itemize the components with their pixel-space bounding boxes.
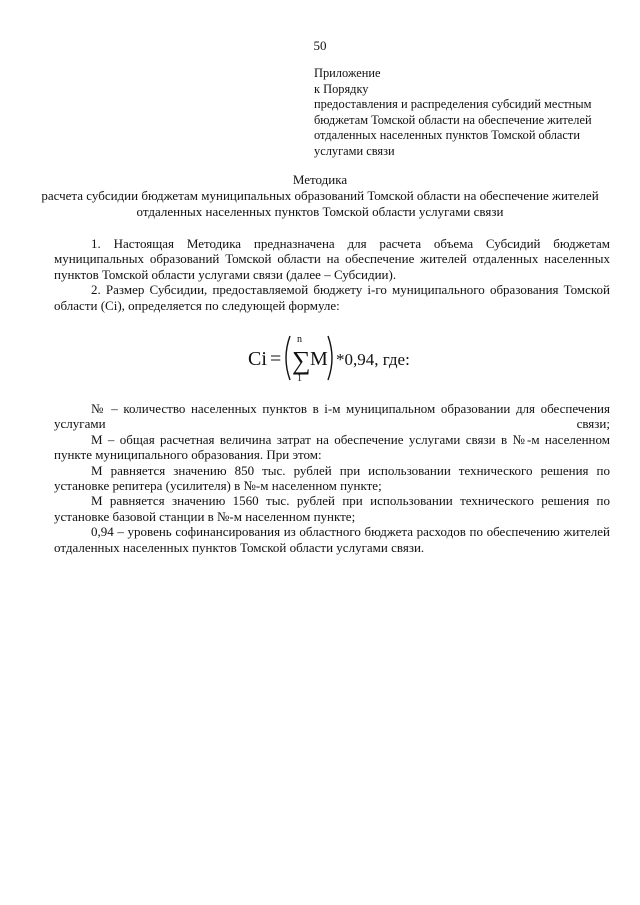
appendix-line: отдаленных населенных пунктов Томской области: [314, 128, 580, 143]
sigma-symbol: ∑: [292, 346, 311, 375]
definitions: [54, 401, 610, 555]
formula-lhs: Ci: [248, 348, 267, 370]
definition-cofinancing: 0,94 – уровень софинансирования из областного бюджета расходов по обеспечению жителей отдаленных населенных пунктов Томской области услугами связи.: [54, 524, 610, 555]
body-paragraphs: [54, 236, 610, 313]
sum-upper-limit: n: [297, 334, 302, 345]
definition-base-station: М равняется значению 1560 тыс. рублей при использовании технического решения по установке базовой станции в №-м населенном пункте;: [54, 493, 610, 524]
definition-cost: М – общая расчетная величина затрат на обеспечение услугами связи в №-м населенном пункте муниципального образования. При этом:: [54, 431, 610, 463]
sum-lower-limit: 1: [297, 373, 302, 384]
left-paren: [286, 336, 290, 380]
definition-count: № – количество населенных пунктов в i-м муниципальном образовании для обеспечения услугами связи;: [54, 401, 610, 432]
subsidy-formula: [248, 332, 448, 384]
appendix-header: [314, 66, 614, 160]
definition-repeater: М равняется значению 850 тыс. рублей при использовании технического решения по установке репитера (усилителя) в №-м населенном пункте;: [54, 462, 610, 494]
methodology-title: Методика: [292, 172, 348, 187]
sum-variable: M: [310, 348, 328, 370]
appendix-line: услугами связи: [314, 143, 395, 158]
appendix-line: бюджетам Томской области на обеспечение жителей: [314, 112, 592, 127]
appendix-line: к Порядку: [314, 81, 369, 96]
methodology-subtitle: расчета субсидии бюджетам муниципальных образований Томской области на обеспечение жителей отдаленных населенных пунктов Томской области услугами связи: [41, 188, 599, 219]
paragraph-2: 2. Размер Субсидии, предоставляемой бюджету i-го муниципального образования Томской области (Ci), определяется по следующей формуле:: [54, 282, 610, 313]
right-paren: [328, 336, 332, 380]
paragraph-1: 1. Настоящая Методика предназначена для расчета объема Субсидий бюджетам муниципальных образований Томской области на обеспечение жителей отдаленных населенных пунктов Томской области услугами связи (далее – Субсидии).: [54, 236, 610, 282]
formula-equals: =: [270, 348, 282, 370]
appendix-line: предоставления и распределения субсидий местным: [314, 97, 592, 112]
formula-rest: *0,94, где:: [336, 350, 410, 369]
appendix-line: Приложение: [314, 66, 381, 80]
page-number: 50: [313, 38, 327, 53]
